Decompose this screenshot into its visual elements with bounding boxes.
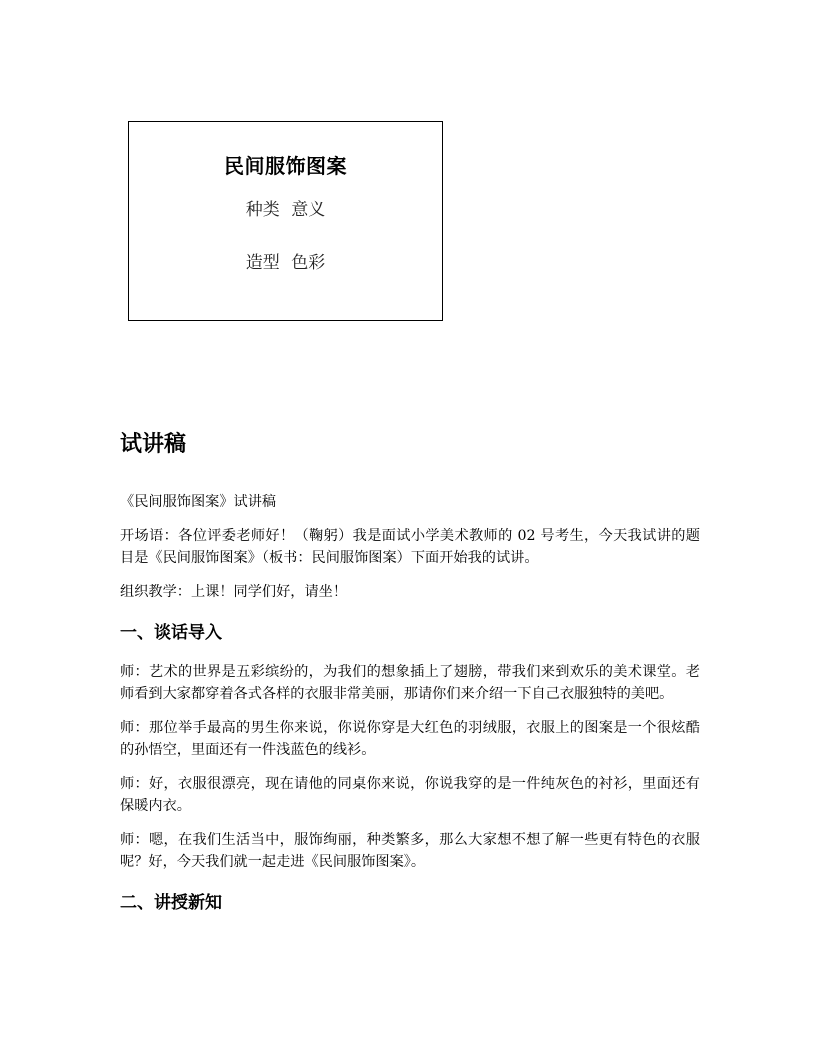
intro-paragraph: 师：那位举手最高的男生你来说，你说你穿是大红色的羽绒服，衣服上的图案是一个很炫酷的孙悟空，里面还有一件浅蓝色的线衫。 bbox=[120, 720, 700, 758]
intro-paragraph: 师：好，衣服很漂亮，现在请他的同桌你来说，你说我穿的是一件纯灰色的衬衫，里面还有保暖内衣。 bbox=[120, 776, 700, 814]
board-line-1 bbox=[129, 195, 442, 220]
board-item-meaning: 意义 bbox=[291, 200, 326, 220]
section-heading-teaching: 二、讲授新知 bbox=[120, 893, 222, 913]
section-heading-intro: 一、谈话导入 bbox=[120, 623, 222, 643]
organize-paragraph: 组织教学：上课！同学们好，请坐！ bbox=[120, 584, 348, 600]
blackboard-box bbox=[128, 121, 443, 321]
document-body bbox=[120, 425, 700, 931]
intro-paragraph: 师：艺术的世界是五彩缤纷的，为我们的想象插上了翅膀，带我们来到欢乐的美术课堂。老师看到大家都穿着各式各样的衣服非常美丽，那请你们来介绍一下自己衣服独特的美吧。 bbox=[120, 664, 700, 702]
intro-paragraph: 师：嗯，在我们生活当中，服饰绚丽，种类繁多，那么大家想不想了解一些更有特色的衣服呢？好，今天我们就一起走进《民间服饰图案》。 bbox=[120, 832, 700, 870]
document-subtitle: 《民间服饰图案》试讲稿 bbox=[120, 494, 277, 510]
opening-paragraph: 开场语：各位评委老师好！（鞠躬）我是面试小学美术教师的 02 号考生，今天我试讲的题目是《民间服饰图案》（板书：民间服饰图案）下面开始我的试讲。 bbox=[120, 528, 700, 566]
board-item-color: 色彩 bbox=[291, 253, 326, 273]
board-item-shape: 造型 bbox=[245, 253, 280, 273]
board-line-2 bbox=[129, 248, 442, 273]
board-title: 民间服饰图案 bbox=[224, 154, 347, 178]
document-title: 试讲稿 bbox=[120, 432, 187, 457]
board-item-types: 种类 bbox=[245, 200, 280, 220]
